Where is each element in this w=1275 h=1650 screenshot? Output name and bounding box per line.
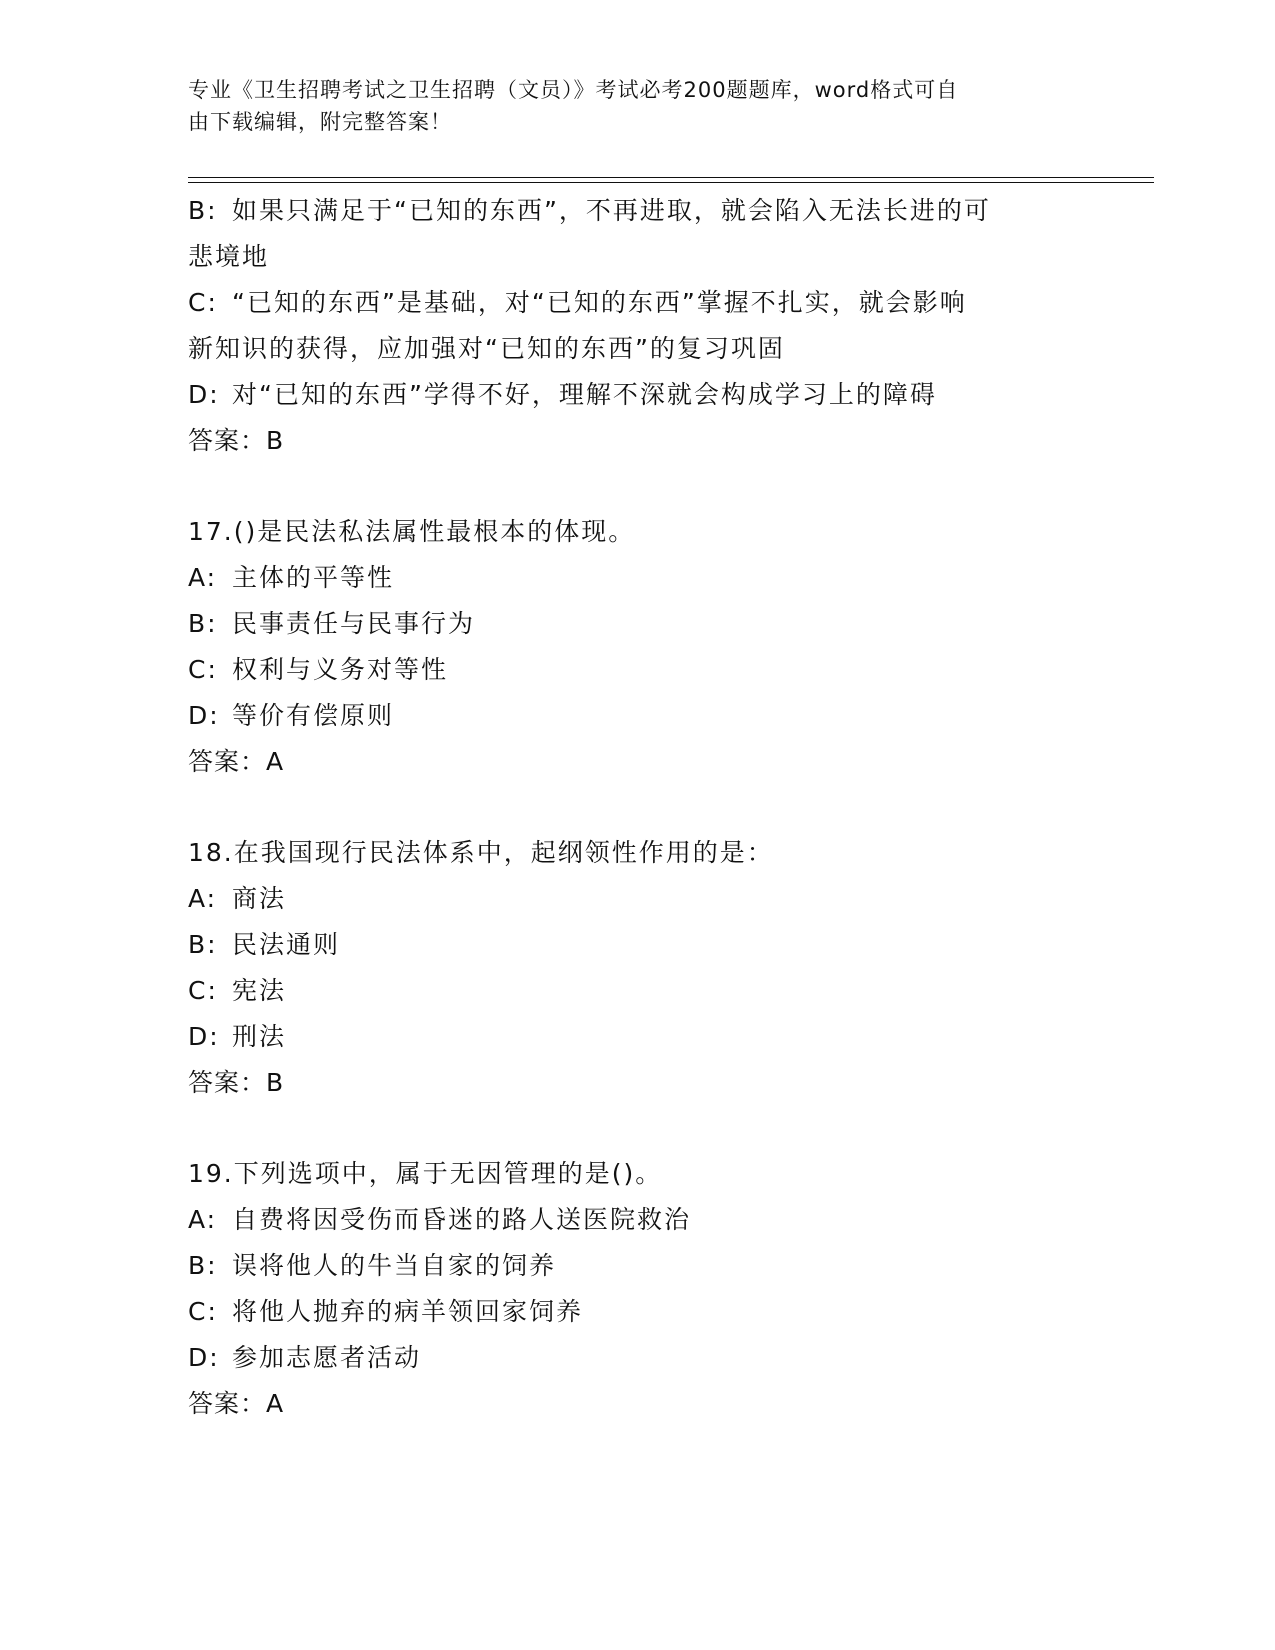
question-stem: 18.在我国现行民法体系中，起纲领性作用的是： (188, 838, 774, 867)
option-label: C: (188, 976, 218, 1005)
document-header (188, 74, 1068, 138)
answer-line: 答案：A (188, 1389, 285, 1418)
option-label: B: (188, 1251, 218, 1280)
answer-line: 答案：B (188, 426, 285, 455)
answer-line: 答案：A (188, 747, 285, 776)
option-row (188, 601, 1088, 647)
option-text: 误将他人的牛当自家的饲养 (232, 1251, 557, 1280)
option-text: 对“已知的东西”学得不好，理解不深就会构成学习上的障碍 (232, 380, 937, 409)
option-row (188, 280, 1088, 326)
option-row-wrap (188, 326, 1088, 372)
option-row (188, 1243, 1088, 1289)
option-row (188, 372, 1088, 418)
option-label: A: (188, 563, 218, 592)
option-row (188, 693, 1088, 739)
option-row (188, 968, 1088, 1014)
option-label: C: (188, 288, 218, 317)
option-row (188, 1335, 1088, 1381)
option-row (188, 876, 1088, 922)
option-label: B: (188, 609, 218, 638)
question-17 (188, 509, 1088, 785)
option-label: B: (188, 930, 218, 959)
option-row (188, 1014, 1088, 1060)
option-label: C: (188, 1297, 218, 1326)
option-text: 宪法 (232, 976, 287, 1005)
option-text: 如果只满足于“已知的东西”，不再进取，就会陷入无法长进的可 (232, 196, 991, 225)
option-text: 商法 (232, 884, 287, 913)
header-line-1: 专业《卫生招聘考试之卫生招聘（文员）》考试必考200题题库，word格式可自 (188, 78, 959, 102)
header-rule-bottom (188, 182, 1154, 183)
question-stem: 17.()是民法私法属性最根本的体现。 (188, 517, 636, 546)
option-text: 民法通则 (232, 930, 341, 959)
option-label: A: (188, 884, 218, 913)
option-label: C: (188, 655, 218, 684)
header-line-2: 由下载编辑，附完整答案！ (188, 110, 452, 134)
option-row (188, 1289, 1088, 1335)
option-text: 权利与义务对等性 (232, 655, 449, 684)
option-label: B: (188, 196, 218, 225)
option-row (188, 922, 1088, 968)
option-text: 将他人抛弃的病羊领回家饲养 (232, 1297, 584, 1326)
header-rule-top (188, 177, 1154, 178)
option-row (188, 1197, 1088, 1243)
continued-question (188, 188, 1088, 464)
question-18 (188, 830, 1088, 1106)
option-text: 自费将因受伤而昏迷的路人送医院救治 (232, 1205, 692, 1234)
option-label: D: (188, 1343, 220, 1372)
option-label: D: (188, 380, 220, 409)
question-stem: 19.下列选项中，属于无因管理的是()。 (188, 1159, 663, 1188)
option-label: D: (188, 1022, 220, 1051)
option-row-wrap (188, 234, 1088, 280)
option-text: 主体的平等性 (232, 563, 395, 592)
option-text: 民事责任与民事行为 (232, 609, 476, 638)
option-text: 新知识的获得，应加强对“已知的东西”的复习巩固 (188, 334, 785, 363)
option-text: 参加志愿者活动 (232, 1343, 422, 1372)
option-text: “已知的东西”是基础，对“已知的东西”掌握不扎实，就会影响 (232, 288, 967, 317)
option-row (188, 188, 1088, 234)
option-row (188, 555, 1088, 601)
option-label: D: (188, 701, 220, 730)
option-text: 等价有偿原则 (232, 701, 395, 730)
question-content (188, 188, 1088, 1427)
question-19 (188, 1151, 1088, 1427)
option-text: 悲境地 (188, 242, 270, 271)
option-row (188, 647, 1088, 693)
option-text: 刑法 (232, 1022, 287, 1051)
answer-line: 答案：B (188, 1068, 285, 1097)
option-label: A: (188, 1205, 218, 1234)
